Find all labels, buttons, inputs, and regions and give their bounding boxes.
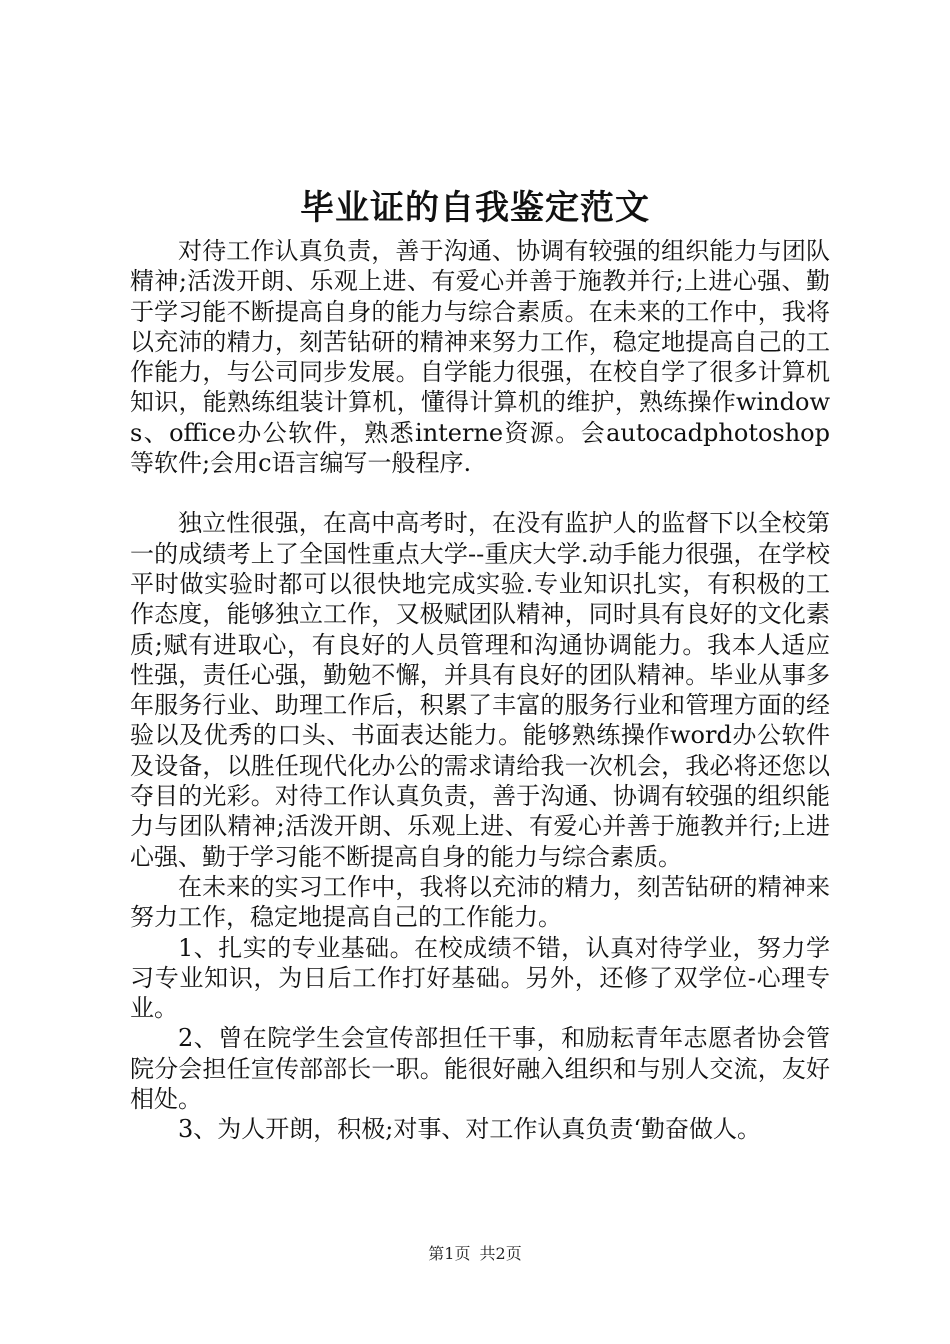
document-title: 毕业证的自我鉴定范文 xyxy=(300,188,650,228)
list-item: 3、为人开朗，积极;对事、对工作认真负责‘勤奋做人。 xyxy=(178,1115,761,1144)
paragraph: 在未来的实习工作中，我将以充沛的精力，刻苦钻研的精神来努力工作，稳定地提高自己的工作能力。 xyxy=(130,872,830,932)
page-footer xyxy=(0,1244,950,1264)
page-number: 第1页 xyxy=(428,1244,471,1263)
document-body xyxy=(130,236,830,1145)
paragraph: 对待工作认真负责，善于沟通、协调有较强的组织能力与团队精神;活泼开朗、乐观上进、有爱心并善于施教并行;上进心强、勤于学习能不断提高自身的能力与综合素质。在未来的工作中，我将以充沛的精力，刻苦钻研的精神来努力工作，稳定地提高自己的工作能力，与公司同步发展。自学能力很强，在校自学了很多计算机知识，能熟练组装计算机，懂得计算机的维护，熟练操作windows、office办公软件，熟悉interne资源。会autocadphotoshop等软件;会用c语言编写一般程序. xyxy=(130,237,830,478)
paragraph: 独立性很强，在高中高考时，在没有监护人的监督下以全校第一的成绩考上了全国性重点大学--重庆大学.动手能力很强，在学校平时做实验时都可以很快地完成实验.专业知识扎实，有积极的工作态度，能够独立工作，又极赋团队精神，同时具有良好的文化素质;赋有进取心，有良好的人员管理和沟通协调能力。我本人适应性强，责任心强，勤勉不懈，并具有良好的团队精神。毕业从事多年服务行业、助理工作后，积累了丰富的服务行业和管理方面的经验以及优秀的口头、书面表达能力。能够熟练操作word办公软件及设备，以胜任现代化办公的需求请给我一次机会，我必将还您以夺目的光彩。对待工作认真负责，善于沟通、协调有较强的组织能力与团队精神;活泼开朗、乐观上进、有爱心并善于施教并行;上进心强、勤于学习能不断提高自身的能力与综合素质。 xyxy=(130,509,830,871)
page-total: 共2页 xyxy=(479,1244,522,1263)
list-item: 1、扎实的专业基础。在校成绩不错，认真对待学业，努力学习专业知识，为日后工作打好基础。另外，还修了双学位-心理专业。 xyxy=(130,933,830,1023)
list-item: 2、曾在院学生会宣传部担任干事，和励耘青年志愿者协会管院分会担任宣传部部长一职。能很好融入组织和与别人交流，友好相处。 xyxy=(130,1024,830,1114)
